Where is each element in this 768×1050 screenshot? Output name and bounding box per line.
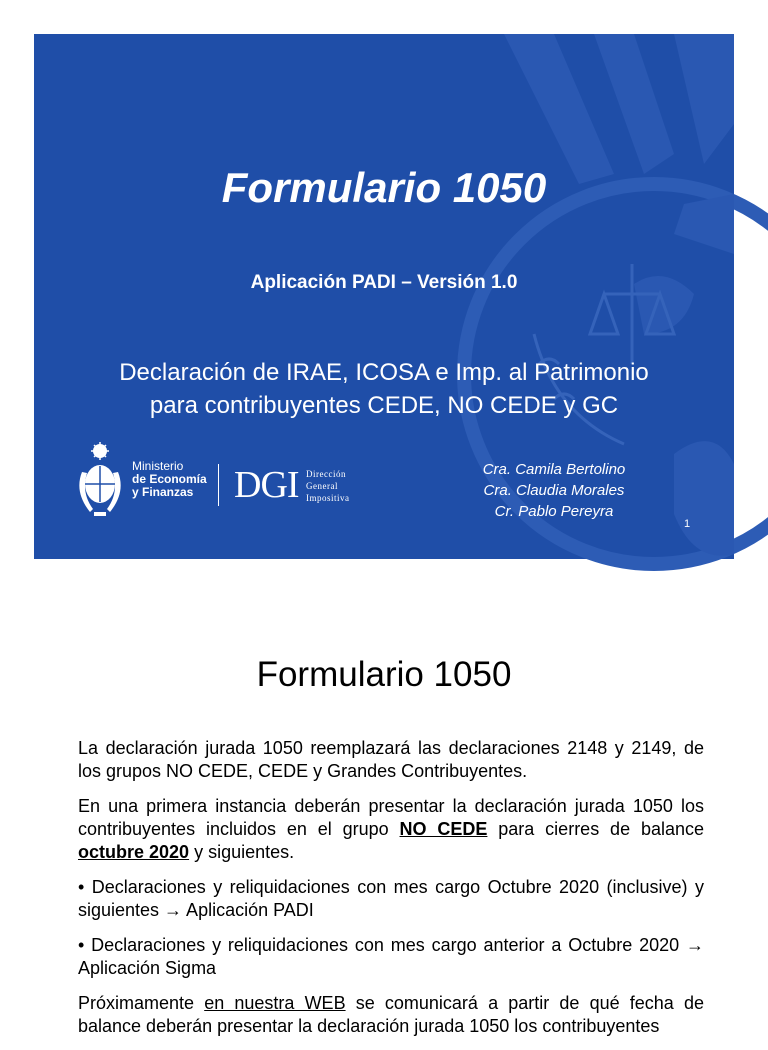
slide-description <box>54 356 714 422</box>
text-run: Próximamente <box>78 993 205 1013</box>
author: Cra. Claudia Morales <box>483 482 625 499</box>
paragraph: La declaración jurada 1050 reemplazará las declaraciones 2148 y 2149, de los grupos NO CEDE, CEDE y Grandes Contribuyentes. <box>78 738 704 781</box>
text-run: se comunicará a partir de qué fecha de balance deberán presentar la declaración jurada 1050 los contribuyentes <box>78 993 704 1036</box>
dgi-line: General <box>306 481 338 491</box>
dgi-logo: DGI <box>234 464 299 506</box>
mef-line: de Economía <box>132 472 207 486</box>
description-line: Declaración de IRAE, ICOSA e Imp. al Patrimonio <box>119 359 649 386</box>
web-link[interactable]: en nuestra WEB <box>204 993 346 1013</box>
description-line: para contribuyentes CEDE, NO CEDE y GC <box>149 392 619 419</box>
paragraph <box>78 795 704 864</box>
slide-title: Formulario 1050 <box>221 164 547 211</box>
uruguay-coat-of-arms-icon <box>74 442 126 520</box>
dgi-line: Impositiva <box>306 493 350 503</box>
dgi-line: Dirección <box>306 469 346 479</box>
text-run: En una primera instancia deberán presentar la declaración jurada 1050 los contribuyentes incluidos en el grupo <box>78 796 704 839</box>
text-run: para cierres de balance <box>487 819 705 839</box>
bullet-item: • Declaraciones y reliquidaciones con mes cargo anterior a Octubre 2020 → Aplicación Sigma <box>78 935 704 978</box>
text-run: y siguientes. <box>189 842 295 862</box>
title-slide <box>34 34 734 559</box>
no-cede-emphasis: NO CEDE <box>399 819 488 839</box>
slide2-body <box>78 737 704 1050</box>
bullet-item: • Declaraciones y reliquidaciones con mes cargo Octubre 2020 (inclusive) y siguientes → Aplicación PADI <box>78 877 704 920</box>
paragraph <box>78 992 704 1038</box>
institution-logos <box>74 442 374 522</box>
author: Cra. Camila Bertolino <box>482 461 626 478</box>
slide-subtitle: Aplicación PADI – Versión 1.0 <box>250 272 518 293</box>
mef-line: y Finanzas <box>132 485 194 499</box>
author: Cr. Pablo Pereyra <box>494 503 614 520</box>
slide2-title: Formulario 1050 <box>256 655 512 694</box>
mef-line: Ministerio <box>132 459 184 473</box>
date-emphasis: octubre 2020 <box>78 842 190 862</box>
dgi-logo-text <box>306 468 350 504</box>
mef-logo-text <box>132 460 207 499</box>
page-number: 1 <box>684 518 691 530</box>
authors <box>454 459 654 522</box>
logo-divider <box>218 464 219 506</box>
